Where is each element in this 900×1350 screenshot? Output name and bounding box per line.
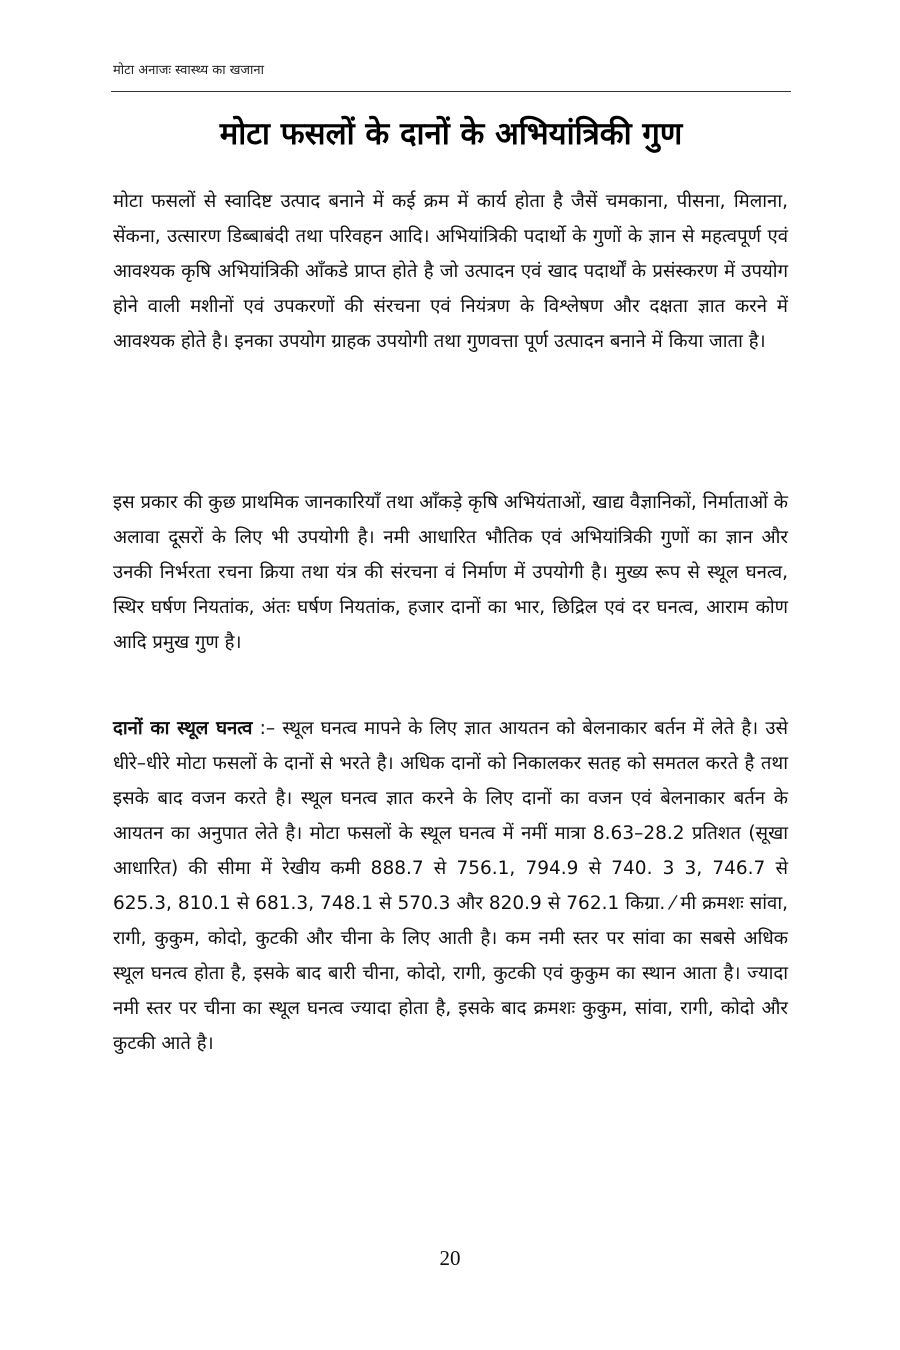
bulk-density-term: दानों का स्थूल घनत्व [113, 718, 253, 739]
paragraph-intro: मोटा फसलों से स्वादिष्ट उत्पाद बनाने में कई क्रम में कार्य होता है जैसें चमकाना, पीसना, मिलाना, सेंकना, उत्सारण डिब्बाबंदी तथा परिवहन आदि। अभियांत्रिकी पदार्थो के गुणों के ज्ञान से महत्वपूर्ण एवं आवश्यक कृषि अभियांत्रिकी आँकडे प्राप्त होते है जो उत्पादन एवं खाद पदार्थों के प्रसंस्करण में उपयोग होने वाली मशीनों एवं उपकरणों की संरचना एवं नियंत्रण के विश्लेषण और दक्षता ज्ञात करने में आवश्यक होते है। इनका उपयोग ग्राहक उपयोगी तथा गुणवत्ता पूर्ण उत्पादन बनाने में किया जाता है। [113, 191, 788, 352]
bulk-density-text: :– स्थूल घनत्व मापने के लिए ज्ञात आयतन को बेलनाकार बर्तन में लेते है। उसे धीरे–धीरे मोटा फसलों के दानों से भरते है। अधिक दानों को निकालकर सतह को समतल करते है तथा इसके बाद वजन करते है। स्थूल घनत्व ज्ञात करने के लिए दानों का वजन एवं बेलनाकार बर्तन के आयतन का अनुपात लेते है। मोटा फसलों के स्थूल घनत्व में नमीं मात्रा 8.63–28.2 प्रतिशत (सूखा आधारित) की सीमा में रेखीय कमी 888.7 से 756.1, 794.9 से 740. 3 3, 746.7 से 625.3, 810.1 से 681.3, 748.1 से 570.3 और 820.9 से 762.1 किग्रा. ⁄ मी क्रमशः सांवा, रागी, कुकुम, कोदो, कुटकी और चीना के लिए आती है। कम नमी स्तर पर सांवा का सबसे अधिक स्थूल घनत्व होता है, इसके बाद बारी चीना, कोदो, रागी, कुटकी एवं कुकुम का स्थान आता है। ज्यादा नमी स्तर पर चीना का स्थूल घनत्व ज्यादा होता है, इसके बाद क्रमशः कुकुम, सांवा, रागी, कोदो और कुटकी आते है। [113, 718, 789, 1054]
page-title: मोटा फसलों के दानों के अभियांत्रिकी गुण [219, 116, 683, 152]
paragraph-bulk-density [113, 711, 788, 1061]
running-header: मोटा अनाजः स्वास्थ्य का खजाना [113, 63, 264, 78]
page-number: 20 [439, 1246, 461, 1270]
header-divider [111, 91, 791, 92]
paragraph-properties: इस प्रकार की कुछ प्राथमिक जानकारियाँ तथा आँकड़े कृषि अभियंताओं, खाद्य वैज्ञानिकों, निर्माताओं के अलावा दूसरों के लिए भी उपयोगी है। नमी आधारित भौतिक एवं अभियांत्रिकी गुणों का ज्ञान और उनकी निर्भरता रचना क्रिया तथा यंत्र की संरचना वं निर्माण में उपयोगी है। मुख्य रूप से स्थूल घनत्व, स्थिर घर्षण नियतांक, अंतः घर्षण नियतांक, हजार दानों का भार, छिद्रिल एवं दर घनत्व, आराम कोण आदि प्रमुख गुण है। [113, 492, 788, 653]
